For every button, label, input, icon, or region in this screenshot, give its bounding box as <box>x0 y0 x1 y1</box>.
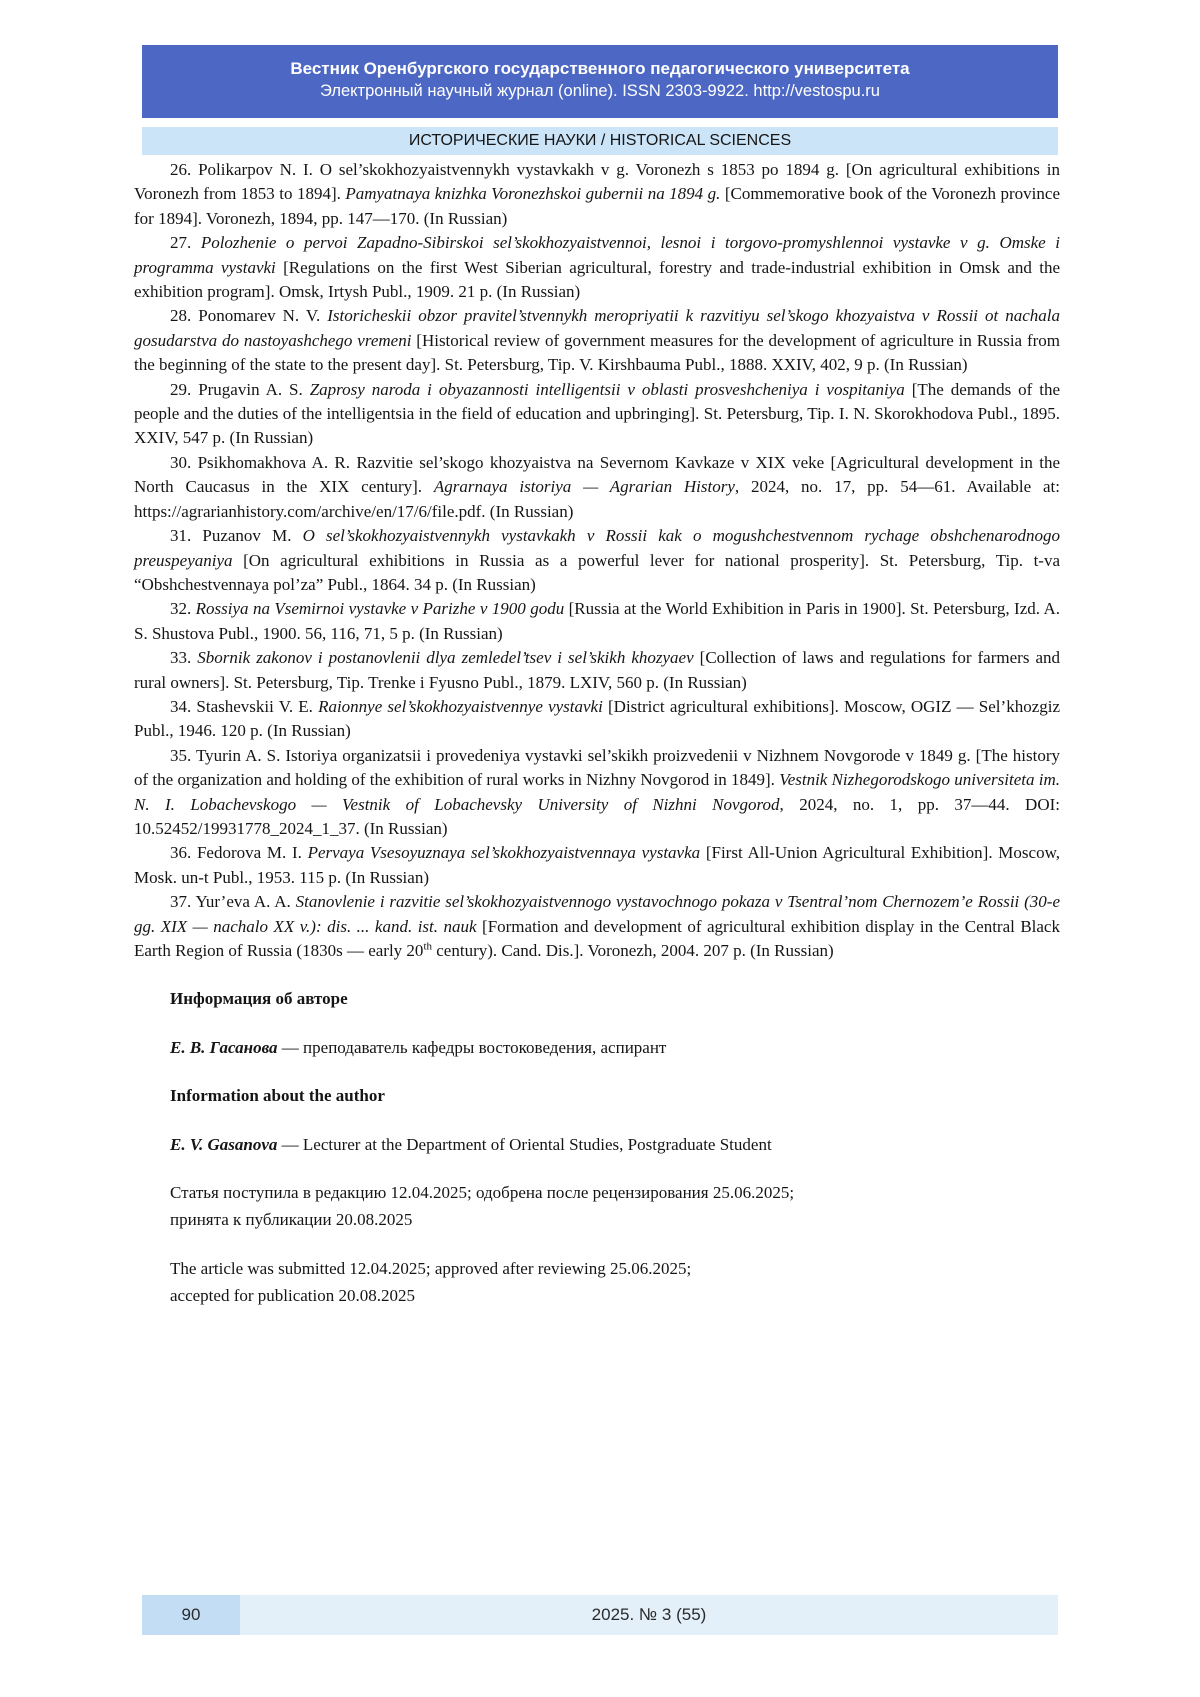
author-line-en <box>170 1133 1060 1157</box>
reference-item: 35. Tyurin A. S. Istoriya organizatsii i provedeniya vystavki sel’skikh proizvedenii v Nizhnem Novgorode v 1849 g. [The history of the organization and holding of the exhibition of rural works in Nizhny Novgorod in 1849]. Vestnik Nizhegorodskogo universiteta im. N. I. Lobachevskogo — Vestnik of Lobachevsky University of Nizhni Novgorod, 2024, no. 1, pp. 37—44. DOI: 10.52452/19931778_2024_1_37. (In Russian) <box>134 745 1060 838</box>
references-list <box>134 158 1060 963</box>
author-name-en: E. V. Gasanova <box>170 1134 278 1154</box>
reference-item: 34. Stashevskii V. E. Raionnye sel’skokhozyaistvennye vystavki [District agricultural exhibitions]. Moscow, OGIZ — Sel’khozgiz Publ., 1946. 120 p. (In Russian) <box>134 696 1061 741</box>
reference-item: 30. Psikhomakhova A. R. Razvitie sel’skogo khozyaistva na Severnom Kavkaze v XIX veke [Agricultural development in the North Caucasus in the XIX century]. Agrarnaya istoriya — Agrarian History, 2024, no. 17, pp. 54—61. Available at: https://agrarianhistory.com/archive/en/17/6/file.pdf. (In Russian) <box>134 452 1061 521</box>
reference-item: 29. Prugavin A. S. Zaprosy naroda i obyazannosti intelligentsii v oblasti prosveshcheniya i vospitaniya [The demands of the people and the duties of the intelligentsia in the field of education and upbringing]. St. Petersburg, Tip. I. N. Skorokhodova Publ., 1895. XXIV, 547 p. (In Russian) <box>134 379 1061 448</box>
journal-subtitle: Электронный научный журнал (online). ISSN 2303-9922. http://vestospu.ru <box>320 82 880 100</box>
reference-item: 28. Ponomarev N. V. Istoricheskii obzor pravitel’stvennykh meropriyatii k razvitiyu sel’skogo khozyaistva v Rossii ot nachala gosudarstva do nastoyashchego vremeni [Historical review of government measures for the development of agriculture in Russia from the beginning of the state to the present day]. St. Petersburg, Tip. V. Kirshbauma Publ., 1888. XXIV, 402, 9 p. (In Russian) <box>134 306 1060 375</box>
issue-label <box>240 1595 1058 1635</box>
submission-dates-ru <box>170 1180 1060 1233</box>
reference-item: 33. Sbornik zakonov i postanovlenii dlya zemledel’tsev i sel’skikh khozyaev [Collection of laws and regulations for farmers and rural owners]. St. Petersburg, Tip. Trenke i Fyusno Publ., 1879. LXIV, 560 p. (In Russian) <box>134 648 1061 692</box>
submission-dates-en-line2: accepted for publication 20.08.2025 <box>170 1285 416 1305</box>
issue-text: 2025. № 3 (55) <box>591 1605 707 1624</box>
author-line-ru <box>170 1036 1060 1060</box>
author-desc-ru: — преподаватель кафедры востоковедения, аспирант <box>277 1037 667 1057</box>
journal-header-banner <box>142 45 1058 118</box>
reference-item: 36. Fedorova M. I. Pervaya Vsesoyuznaya sel’skokhozyaistvennaya vystavka [First All-Union Agricultural Exhibition]. Moscow, Mosk. un-t Publ., 1953. 115 p. (In Russian) <box>134 843 1060 887</box>
author-desc-en: — Lecturer at the Department of Oriental Studies, Postgraduate Student <box>277 1134 772 1154</box>
reference-item: 37. Yur’eva A. A. Stanovlenie i razvitie sel’skokhozyaistvennogo vystavochnogo pokaza v Tsentral’nom Chernozem’e Rossii (30-e gg. XIX — nachalo XX v.): dis. ... kand. ist. nauk [Formation and development of agricultural exhibition display in the Central Black Earth Region of Russia (1830s — early 20th century). Cand. Dis.]. Voronezh, 2004. 207 p. (In Russian) <box>134 892 1060 960</box>
submission-dates-ru-line1: Статья поступила в редакцию 12.04.2025; одобрена после рецензирования 25.06.2025; <box>170 1183 795 1203</box>
reference-item: 31. Puzanov M. O sel’skokhozyaistvennykh vystavkakh v Rossii kak o mogushchestvennom rychage obshchenarodnogo preuspeyaniya [On agricultural exhibitions in Russia as a powerful lever for national prosperity]. St. Petersburg, Tip. t-va “Obshchestvennaya pol’za” Publ., 1864. 34 p. (In Russian) <box>134 526 1060 594</box>
page-number: 90 <box>142 1595 240 1635</box>
submission-dates-en <box>170 1256 1060 1309</box>
author-info-block <box>170 987 1060 1309</box>
section-title: ИСТОРИЧЕСКИЕ НАУКИ / HISTORICAL SCIENCES <box>408 132 792 149</box>
reference-item: 32. Rossiya na Vsemirnoi vystavke v Parizhe v 1900 godu [Russia at the World Exhibition in Paris in 1900]. St. Petersburg, Izd. A. S. Shustova Publ., 1900. 56, 116, 71, 5 p. (In Russian) <box>134 599 1061 643</box>
reference-item: 27. Polozhenie o pervoi Zapadno-Sibirskoi sel’skokhozyaistvennoi, lesnoi i torgovo-promyshlennoi vystavke v g. Omske i programma vystavki [Regulations on the first West Siberian agricultural, forestry and trade-industrial exhibition in Omsk and the exhibition program]. Omsk, Irtysh Publ., 1909. 21 p. (In Russian) <box>134 233 1061 302</box>
reference-item: 26. Polikarpov N. I. O sel’skokhozyaistvennykh vystavkakh v g. Voronezh s 1853 po 1894 g. [On agricultural exhibitions in Voronezh from 1853 to 1894]. Pamyatnaya knizhka Voronezhskoi gubernii na 1894 g. [Commemorative book of the Voronezh province for 1894]. Voronezh, 1894, pp. 147—170. (In Russian) <box>134 160 1060 228</box>
page-footer <box>142 1595 1058 1635</box>
section-header-bar <box>142 127 1058 155</box>
page-content <box>134 158 1060 1309</box>
author-info-heading-ru: Информация об авторе <box>170 989 348 1009</box>
submission-dates-en-line1: The article was submitted 12.04.2025; approved after reviewing 25.06.2025; <box>170 1259 692 1279</box>
journal-title: Вестник Оренбургского государственного педагогического университета <box>290 59 910 78</box>
author-name-ru: Е. В. Гасанова <box>170 1037 278 1057</box>
author-info-heading-en: Information about the author <box>170 1086 385 1106</box>
submission-dates-ru-line2: принята к публикации 20.08.2025 <box>170 1209 413 1229</box>
